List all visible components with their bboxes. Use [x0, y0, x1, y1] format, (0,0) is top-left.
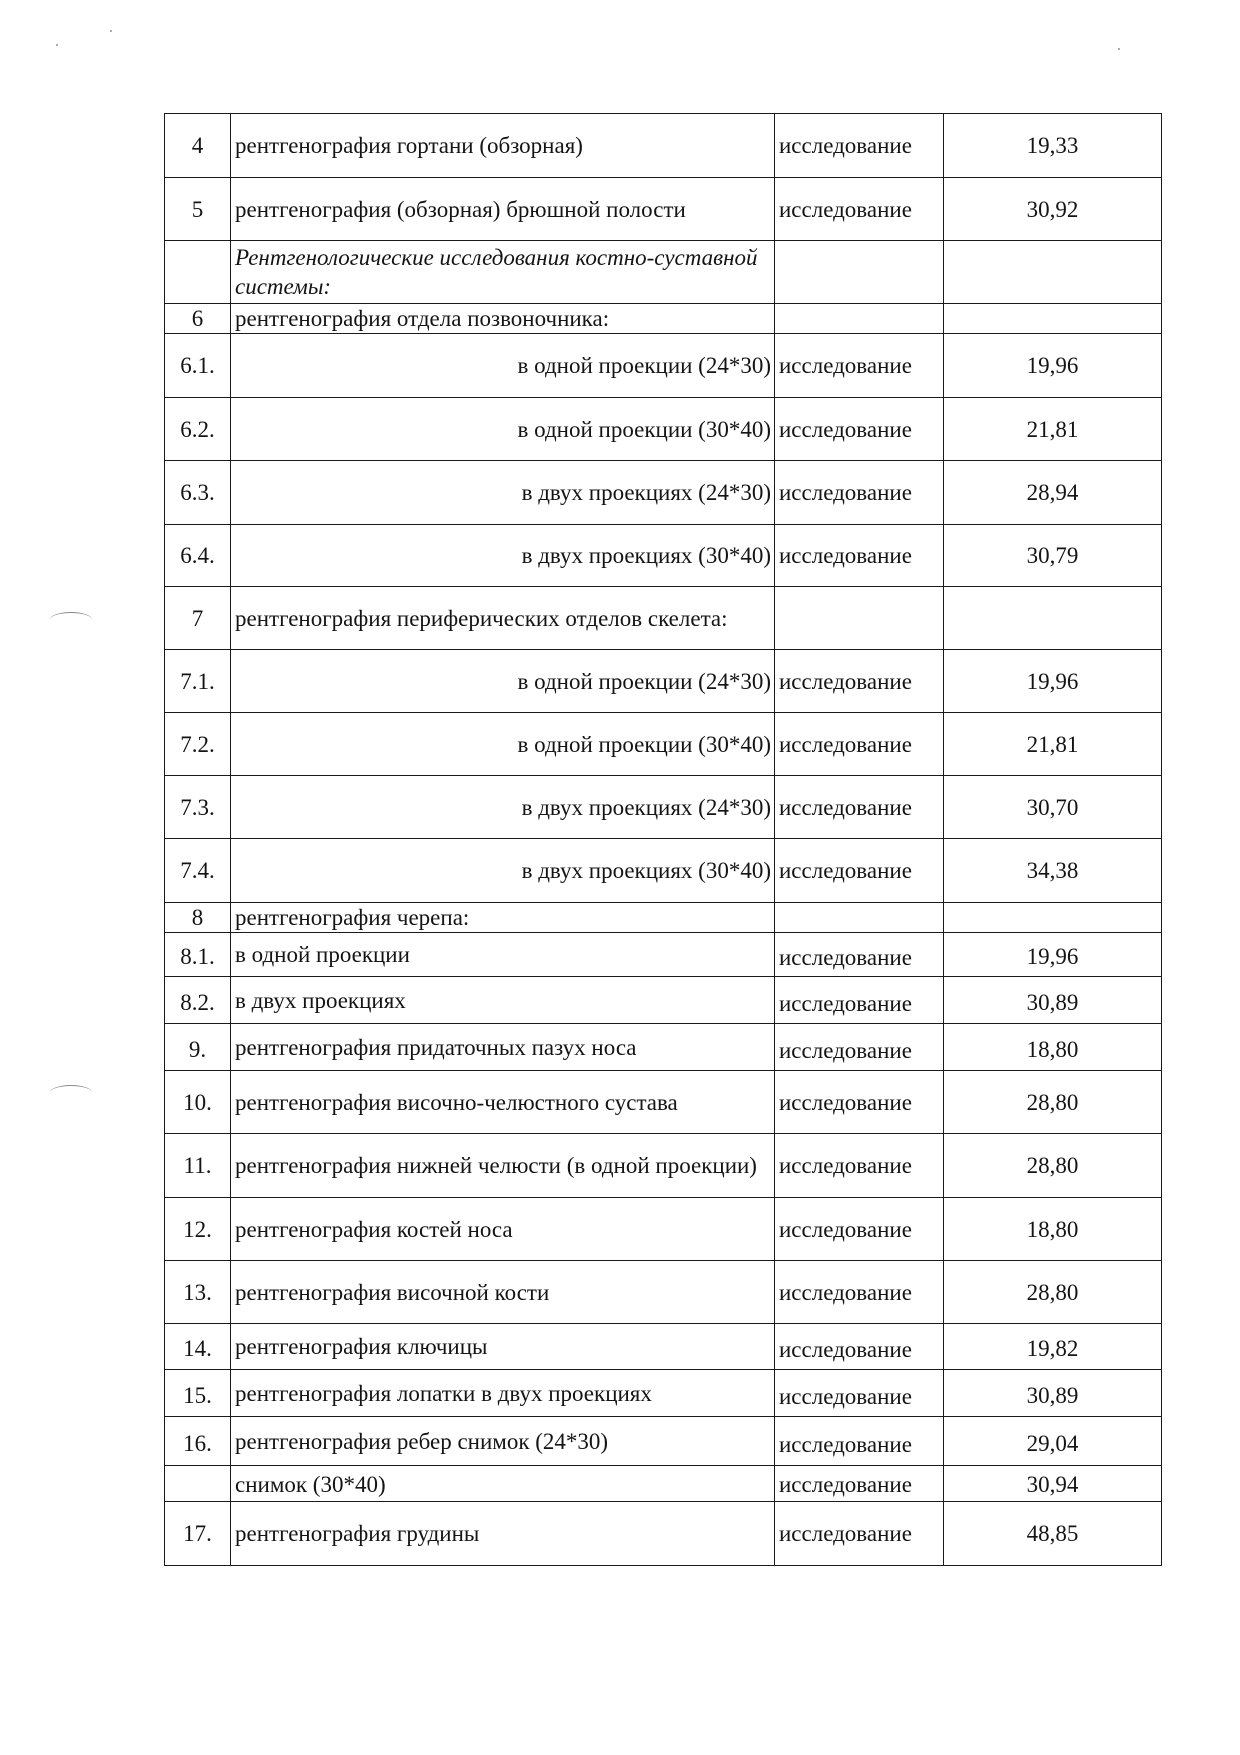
- row-price: 29,04: [944, 1417, 1162, 1466]
- row-number: 7: [165, 587, 231, 650]
- row-description: рентгенография периферических отделов скелета:: [231, 587, 775, 650]
- row-unit: исследование: [775, 1466, 944, 1502]
- row-number: 9.: [165, 1024, 231, 1071]
- row-number: [165, 1466, 231, 1502]
- row-price: 28,80: [944, 1261, 1162, 1324]
- row-number: 11.: [165, 1134, 231, 1198]
- row-description: рентгенография (обзорная) брюшной полости: [231, 178, 775, 241]
- table-row: [165, 933, 1162, 977]
- row-number: 8.1.: [165, 933, 231, 977]
- row-description: рентгенография лопатки в двух проекциях: [231, 1370, 775, 1417]
- row-number: 13.: [165, 1261, 231, 1324]
- row-price: 19,96: [944, 334, 1162, 398]
- row-number: 12.: [165, 1198, 231, 1261]
- row-unit: исследование: [775, 776, 944, 839]
- row-number: 7.2.: [165, 713, 231, 776]
- row-description: рентгенография ребер снимок (24*30): [231, 1417, 775, 1466]
- row-price: 18,80: [944, 1198, 1162, 1261]
- row-price: 19,33: [944, 114, 1162, 178]
- row-unit: исследование: [775, 977, 944, 1024]
- price-table-body: [165, 114, 1162, 1566]
- row-price: 30,94: [944, 1466, 1162, 1502]
- table-row: [165, 461, 1162, 525]
- row-number: 15.: [165, 1370, 231, 1417]
- row-unit: исследование: [775, 1198, 944, 1261]
- row-unit: исследование: [775, 650, 944, 713]
- scan-speck: [56, 44, 58, 46]
- table-row: [165, 713, 1162, 776]
- row-unit: исследование: [775, 1134, 944, 1198]
- row-unit: [775, 903, 944, 933]
- row-price: 28,80: [944, 1134, 1162, 1198]
- row-number: 5: [165, 178, 231, 241]
- row-description: рентгенография гортани (обзорная): [231, 114, 775, 178]
- row-price: 30,89: [944, 977, 1162, 1024]
- row-description: в двух проекциях (24*30): [231, 461, 775, 525]
- row-description: в одной проекции (24*30): [231, 650, 775, 713]
- row-price: 19,96: [944, 650, 1162, 713]
- row-price: 28,80: [944, 1071, 1162, 1134]
- row-description: в одной проекции (30*40): [231, 713, 775, 776]
- table-row: [165, 1134, 1162, 1198]
- scan-speck: [1118, 48, 1120, 50]
- table-row: [165, 398, 1162, 461]
- row-price: 30,79: [944, 525, 1162, 587]
- row-description: в двух проекциях (24*30): [231, 776, 775, 839]
- row-unit: исследование: [775, 1502, 944, 1566]
- table-row: [165, 1261, 1162, 1324]
- row-price: [944, 304, 1162, 334]
- row-description: рентгенография нижней челюсти (в одной проекции): [231, 1134, 775, 1198]
- row-unit: исследование: [775, 1370, 944, 1417]
- row-price: 30,92: [944, 178, 1162, 241]
- row-unit: исследование: [775, 1324, 944, 1370]
- row-price: 18,80: [944, 1024, 1162, 1071]
- row-unit: исследование: [775, 178, 944, 241]
- row-number: 16.: [165, 1417, 231, 1466]
- row-price: 28,94: [944, 461, 1162, 525]
- table-row: [165, 241, 1162, 304]
- table-row: [165, 525, 1162, 587]
- row-number: 10.: [165, 1071, 231, 1134]
- table-row: [165, 178, 1162, 241]
- row-number: 7.4.: [165, 839, 231, 903]
- row-description: рентгенография отдела позвоночника:: [231, 304, 775, 334]
- row-number: 6.2.: [165, 398, 231, 461]
- row-description: рентгенография ключицы: [231, 1324, 775, 1370]
- row-unit: [775, 587, 944, 650]
- table-row: [165, 1024, 1162, 1071]
- scan-speck: [110, 30, 112, 32]
- row-price: [944, 241, 1162, 304]
- row-number: 7.1.: [165, 650, 231, 713]
- row-unit: исследование: [775, 839, 944, 903]
- table-row: [165, 1466, 1162, 1502]
- row-unit: исследование: [775, 933, 944, 977]
- row-number: 7.3.: [165, 776, 231, 839]
- row-unit: исследование: [775, 1261, 944, 1324]
- row-number: 6.1.: [165, 334, 231, 398]
- row-description: в одной проекции: [231, 933, 775, 977]
- row-unit: исследование: [775, 713, 944, 776]
- row-price: [944, 903, 1162, 933]
- row-description: рентгенография височно-челюстного сустава: [231, 1071, 775, 1134]
- row-unit: [775, 241, 944, 304]
- table-row: [165, 650, 1162, 713]
- row-description: рентгенография височной кости: [231, 1261, 775, 1324]
- row-unit: исследование: [775, 1024, 944, 1071]
- row-description: рентгенография грудины: [231, 1502, 775, 1566]
- row-unit: исследование: [775, 398, 944, 461]
- table-row: [165, 1198, 1162, 1261]
- table-row: [165, 334, 1162, 398]
- row-number: 8.2.: [165, 977, 231, 1024]
- row-description: в двух проекциях: [231, 977, 775, 1024]
- table-row: [165, 1417, 1162, 1466]
- row-number: [165, 241, 231, 304]
- table-row: [165, 1502, 1162, 1566]
- row-number: 14.: [165, 1324, 231, 1370]
- table-row: [165, 587, 1162, 650]
- table-row: [165, 304, 1162, 334]
- row-price: 21,81: [944, 398, 1162, 461]
- row-number: 17.: [165, 1502, 231, 1566]
- row-unit: исследование: [775, 1417, 944, 1466]
- row-price: 30,89: [944, 1370, 1162, 1417]
- row-price: 48,85: [944, 1502, 1162, 1566]
- row-description: рентгенография черепа:: [231, 903, 775, 933]
- table-row: [165, 1324, 1162, 1370]
- row-number: 6: [165, 304, 231, 334]
- row-description: в одной проекции (30*40): [231, 398, 775, 461]
- row-number: 6.3.: [165, 461, 231, 525]
- row-number: 4: [165, 114, 231, 178]
- table-row: [165, 1370, 1162, 1417]
- row-unit: [775, 304, 944, 334]
- punch-hole-mark: [50, 1085, 92, 1100]
- row-unit: исследование: [775, 1071, 944, 1134]
- table-row: [165, 776, 1162, 839]
- section-heading: Рентгенологические исследования костно-суставной системы:: [231, 241, 775, 304]
- table-row: [165, 114, 1162, 178]
- row-description: в двух проекциях (30*40): [231, 525, 775, 587]
- price-table: [164, 113, 1162, 1566]
- row-number: 8: [165, 903, 231, 933]
- table-row: [165, 977, 1162, 1024]
- row-price: [944, 587, 1162, 650]
- row-price: 34,38: [944, 839, 1162, 903]
- row-unit: исследование: [775, 334, 944, 398]
- row-unit: исследование: [775, 461, 944, 525]
- row-number: 6.4.: [165, 525, 231, 587]
- table-row: [165, 839, 1162, 903]
- row-description: снимок (30*40): [231, 1466, 775, 1502]
- row-price: 19,96: [944, 933, 1162, 977]
- row-price: 21,81: [944, 713, 1162, 776]
- row-description: в одной проекции (24*30): [231, 334, 775, 398]
- table-row: [165, 1071, 1162, 1134]
- row-unit: исследование: [775, 114, 944, 178]
- row-description: в двух проекциях (30*40): [231, 839, 775, 903]
- table-row: [165, 903, 1162, 933]
- row-description: рентгенография костей носа: [231, 1198, 775, 1261]
- row-unit: исследование: [775, 525, 944, 587]
- punch-hole-mark: [50, 612, 92, 627]
- row-price: 30,70: [944, 776, 1162, 839]
- row-description: рентгенография придаточных пазух носа: [231, 1024, 775, 1071]
- row-price: 19,82: [944, 1324, 1162, 1370]
